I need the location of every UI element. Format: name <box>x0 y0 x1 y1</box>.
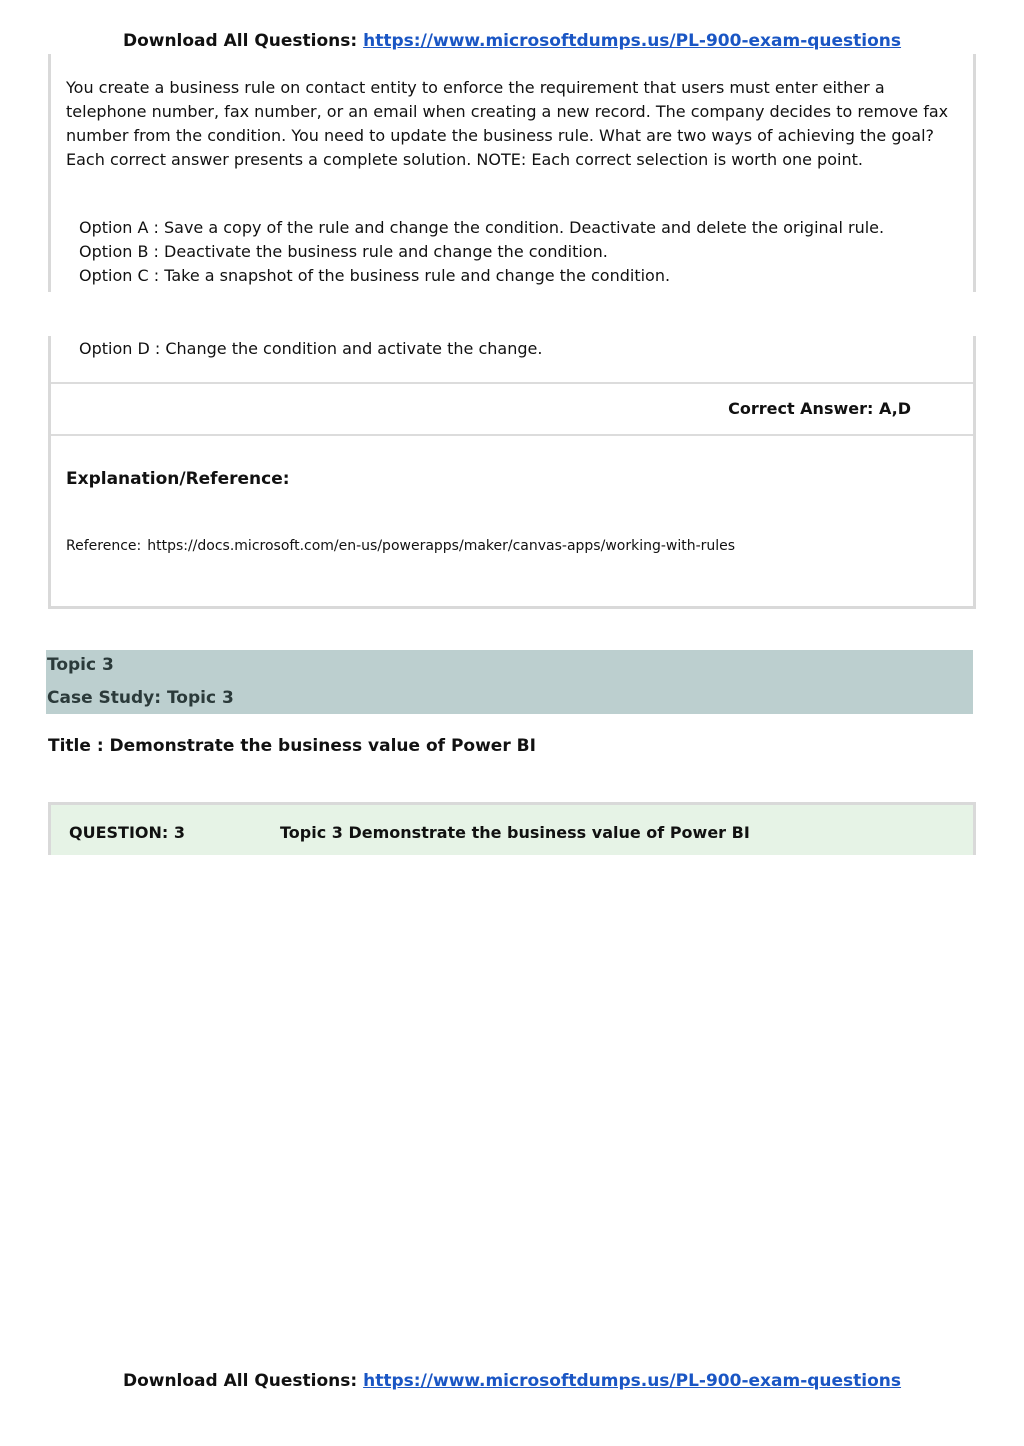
correct-answer: Correct Answer: A,D <box>728 399 911 418</box>
option-c: Option C : Take a snapshot of the business rule and change the condition. <box>79 266 671 285</box>
divider <box>51 434 973 436</box>
download-banner-bottom <box>0 1371 1024 1391</box>
download-link[interactable]: https://www.microsoftdumps.us/PL-900-exam-questions <box>363 1371 902 1391</box>
topic-header <box>46 650 973 714</box>
question-text: You create a business rule on contact entity to enforce the requirement that users must enter either a telephone number, fax number, or an email when creating a new record. The company decides to remove fax number from the condition. You need to update the business rule. What are two ways of achieving the goal? Each correct answer presents a complete solution. NOTE: Each correct selection is worth one point. <box>66 78 949 169</box>
answer-card <box>48 336 976 609</box>
question-card <box>48 54 976 292</box>
question-number: QUESTION: 3 <box>69 823 186 842</box>
topic-number: Topic 3 <box>47 655 114 675</box>
question-topic: Topic 3 Demonstrate the business value of Power BI <box>280 823 750 842</box>
download-banner-top <box>0 31 1024 51</box>
reference <box>66 538 735 554</box>
options-list <box>79 216 884 288</box>
download-link[interactable]: https://www.microsoftdumps.us/PL-900-exam-questions <box>363 31 902 51</box>
explanation-heading: Explanation/Reference: <box>66 469 290 489</box>
download-label: Download All Questions: <box>122 31 358 51</box>
option-a: Option A : Save a copy of the rule and change the condition. Deactivate and delete the original rule. <box>79 218 885 237</box>
option-d: Option D : Change the condition and activate the change. <box>79 339 543 358</box>
topic-title: Title : Demonstrate the business value of Power BI <box>48 736 536 756</box>
option-b: Option B : Deactivate the business rule and change the condition. <box>79 242 608 261</box>
reference-label: Reference: <box>66 538 142 554</box>
reference-url: https://docs.microsoft.com/en-us/powerapps/maker/canvas-apps/working-with-rules <box>147 538 736 554</box>
download-label: Download All Questions: <box>122 1371 358 1391</box>
question-header <box>48 802 976 855</box>
divider <box>51 382 973 384</box>
case-study-label: Case Study: Topic 3 <box>47 688 234 708</box>
